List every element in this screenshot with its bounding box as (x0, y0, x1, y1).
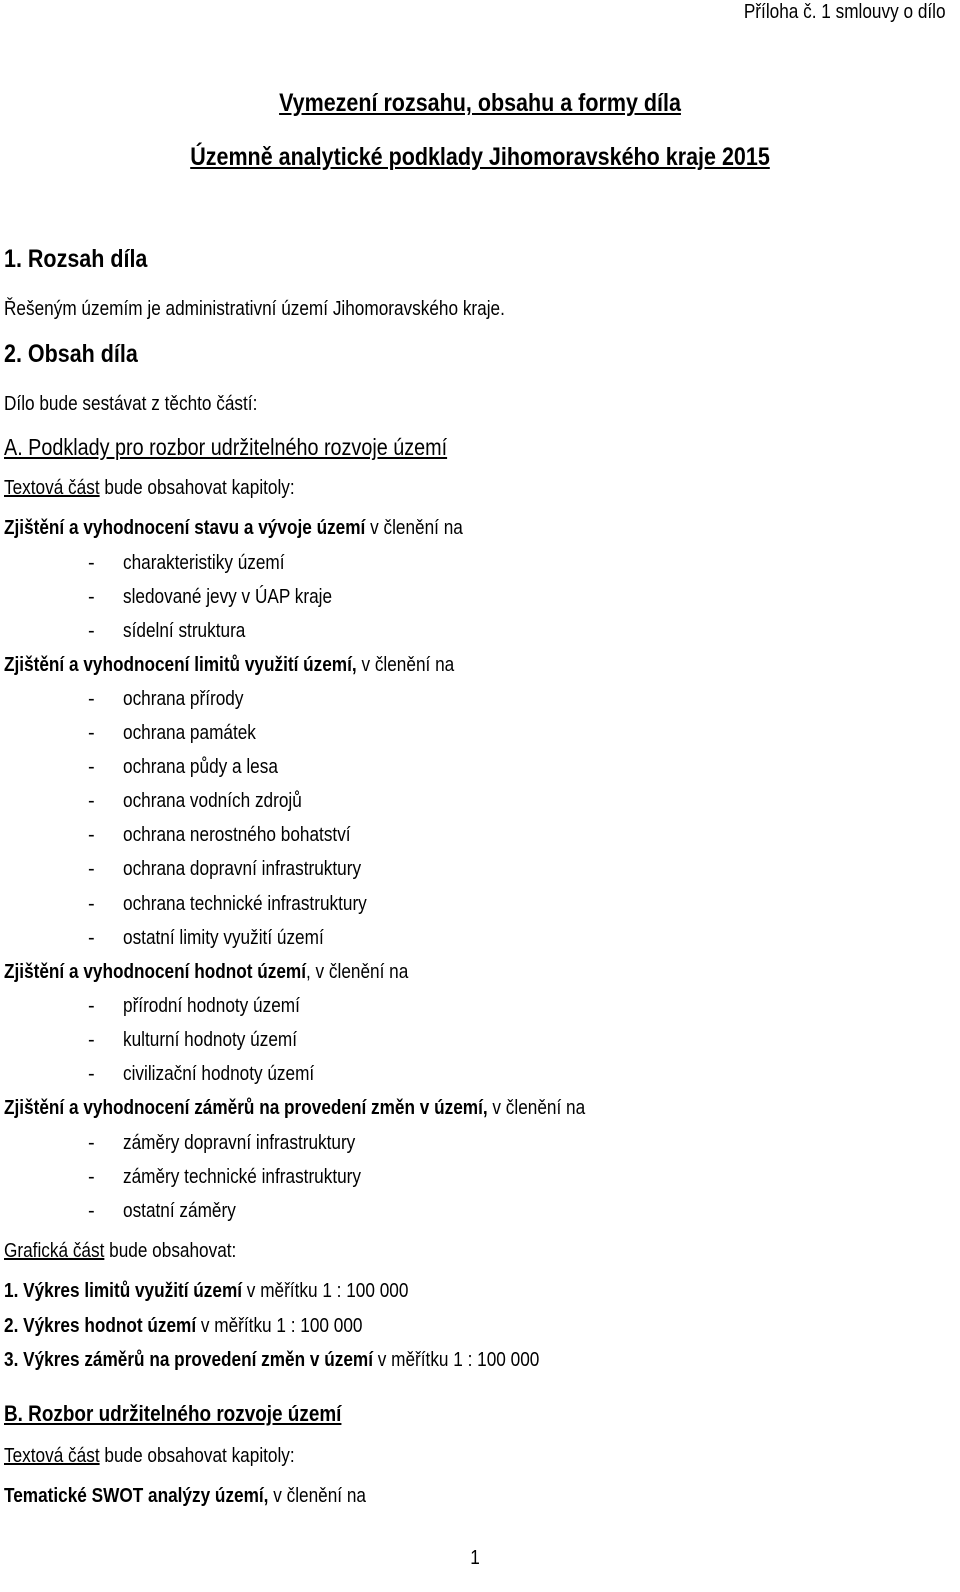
drawing-scale: v měřítku 1 : 100 000 (196, 1315, 363, 1337)
list-bullet-dash: - (88, 790, 95, 812)
part-a-text-intro (4, 476, 295, 500)
list-item: přírodní hodnoty území (123, 995, 300, 1017)
list-bullet-dash: - (88, 722, 95, 744)
list-bullet-dash: - (88, 688, 95, 710)
chapter-rest: v členění na (268, 1485, 367, 1507)
chapter-rest: v členění na (487, 1097, 586, 1119)
list-bullet-dash: - (88, 893, 95, 915)
list-bullet-dash: - (88, 1166, 95, 1188)
chapter-title: Tematické SWOT analýzy území, (4, 1485, 269, 1507)
list-bullet-dash: - (88, 927, 95, 949)
part-b-heading: B. Rozbor udržitelného rozvoje území (4, 1401, 342, 1426)
document-subtitle: Územně analytické podklady Jihomoravského kraje 2015 (190, 143, 770, 171)
chapter-heading (4, 516, 463, 540)
list-item: civilizační hodnoty území (123, 1063, 315, 1085)
page-number: 1 (470, 1547, 480, 1569)
chapter-title: Zjištění a vyhodnocení záměrů na provedení změn v území, (4, 1097, 488, 1119)
intro-rest: bude obsahovat kapitoly: (99, 477, 295, 499)
drawing-item (4, 1279, 408, 1303)
list-bullet-dash: - (88, 824, 95, 846)
list-item: záměry technické infrastruktury (123, 1166, 362, 1188)
list-bullet-dash: - (88, 1200, 95, 1222)
list-bullet-dash: - (88, 552, 95, 574)
list-bullet-dash: - (88, 586, 95, 608)
chapter-rest: v členění na (356, 654, 455, 676)
list-item: ochrana památek (123, 722, 256, 744)
section-1-text: Řešeným územím je administrativní území Jihomoravského kraje. (4, 298, 505, 320)
list-bullet-dash: - (88, 756, 95, 778)
chapter-title: Zjištění a vyhodnocení limitů využití území, (4, 654, 357, 676)
list-item: ochrana vodních zdrojů (123, 790, 302, 812)
drawing-name: 1. Výkres limitů využití území (4, 1280, 243, 1302)
graphic-part-label: Grafická část (4, 1240, 105, 1262)
list-item: sídelní struktura (123, 620, 246, 642)
list-item: ochrana půdy a lesa (123, 756, 278, 778)
list-bullet-dash: - (88, 1029, 95, 1051)
list-bullet-dash: - (88, 858, 95, 880)
list-item: kulturní hodnoty území (123, 1029, 298, 1051)
list-item: charakteristiky území (123, 552, 285, 574)
drawing-name: 2. Výkres hodnot území (4, 1315, 197, 1337)
chapter-heading (4, 960, 408, 984)
part-b-text-intro (4, 1444, 295, 1468)
list-item: ostatní limity využití území (123, 927, 324, 949)
drawing-scale: v měřítku 1 : 100 000 (242, 1280, 409, 1302)
list-bullet-dash: - (88, 1063, 95, 1085)
list-item: záměry dopravní infrastruktury (123, 1132, 356, 1154)
section-1-heading: 1. Rozsah díla (4, 245, 148, 273)
chapter-rest: , v členění na (305, 961, 409, 983)
drawing-item (4, 1348, 539, 1372)
drawing-item (4, 1314, 362, 1338)
list-bullet-dash: - (88, 995, 95, 1017)
chapter-title: Zjištění a vyhodnocení stavu a vývoje území (4, 517, 366, 539)
list-bullet-dash: - (88, 620, 95, 642)
chapter-heading (4, 1484, 366, 1508)
drawing-scale: v měřítku 1 : 100 000 (372, 1349, 540, 1371)
list-item: ochrana dopravní infrastruktury (123, 858, 362, 880)
list-item: ochrana technické infrastruktury (123, 893, 367, 915)
intro-rest: bude obsahovat kapitoly: (99, 1445, 295, 1467)
list-item: ochrana přírody (123, 688, 244, 710)
drawing-name: 3. Výkres záměrů na provedení změn v území (4, 1349, 373, 1371)
chapter-title: Zjištění a vyhodnocení hodnot území (4, 961, 306, 983)
text-part-label: Textová část (4, 477, 100, 499)
list-item: ochrana nerostného bohatství (123, 824, 351, 846)
part-a-heading: A. Podklady pro rozbor udržitelného rozvoje území (4, 434, 448, 460)
list-bullet-dash: - (88, 1132, 95, 1154)
graphic-part-intro (4, 1239, 236, 1263)
chapter-heading (4, 1096, 585, 1120)
document-title: Vymezení rozsahu, obsahu a formy díla (279, 89, 681, 117)
graphic-rest: bude obsahovat: (104, 1240, 237, 1262)
list-item: sledované jevy v ÚAP kraje (123, 586, 333, 608)
text-part-label: Textová část (4, 1445, 100, 1467)
chapter-rest: v členění na (365, 517, 463, 539)
section-2-text: Dílo bude sestávat z těchto částí: (4, 393, 258, 415)
section-2-heading: 2. Obsah díla (4, 340, 138, 368)
page-header: Příloha č. 1 smlouvy o dílo (744, 1, 946, 23)
list-item: ostatní záměry (123, 1200, 236, 1222)
chapter-heading (4, 653, 454, 677)
